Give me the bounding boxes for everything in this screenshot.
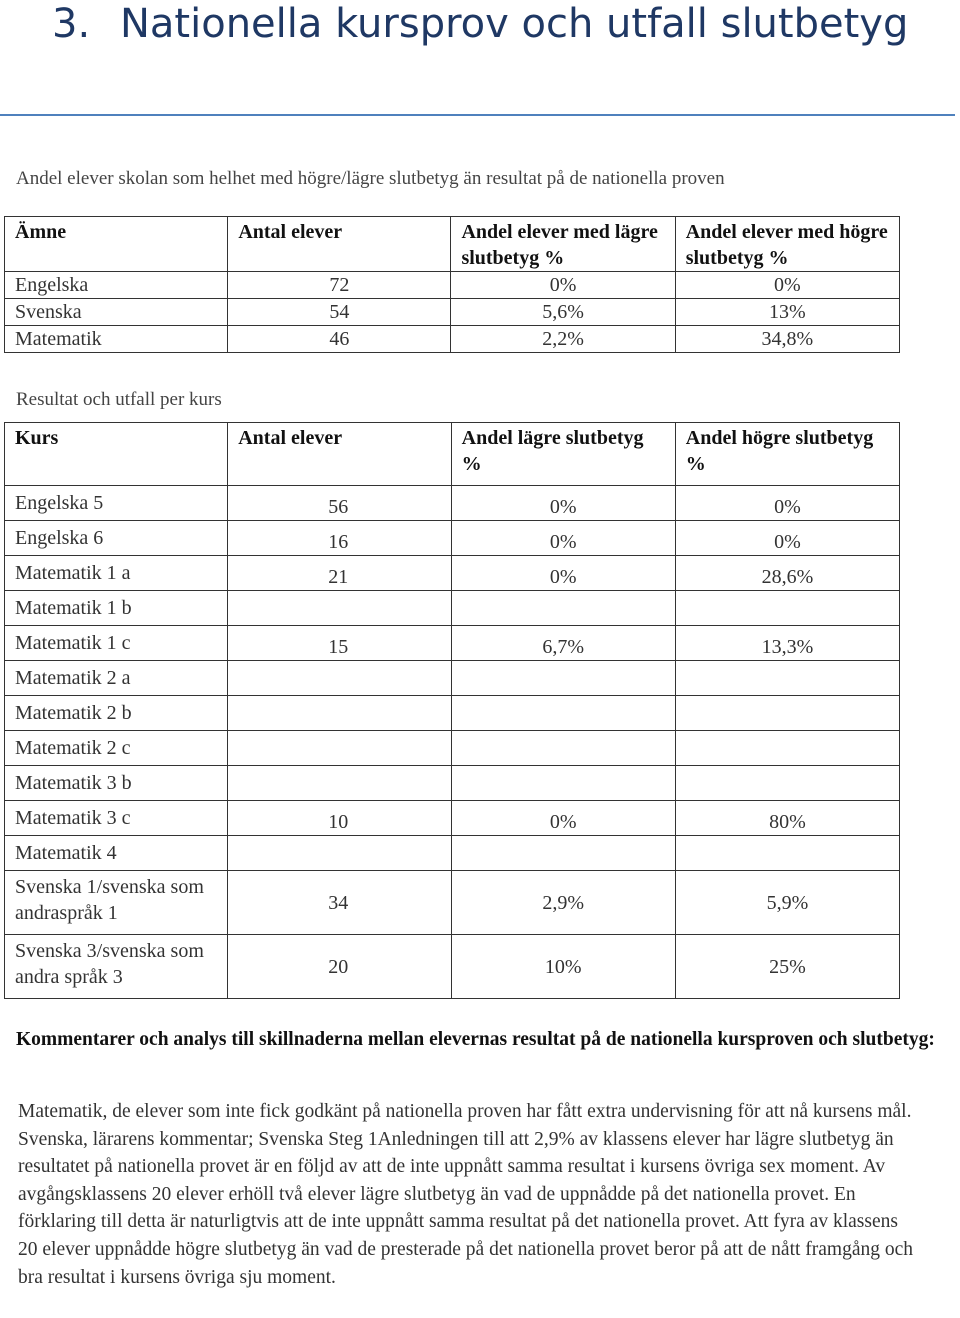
header-cell: Andel elever med högre slutbetyg % — [675, 217, 899, 272]
header-cell: Andel lägre slutbetyg % — [451, 423, 675, 486]
table-cell: 34,8% — [675, 326, 899, 353]
heading-title: Nationella kursprov och utfall slutbetyg — [120, 1, 909, 47]
table-cell: 0% — [451, 556, 675, 591]
header-cell: Kurs — [5, 423, 228, 486]
table-cell: 2,9% — [451, 871, 675, 935]
table-cell: 80% — [675, 801, 899, 836]
table-cell: 2,2% — [451, 326, 675, 353]
table-cell: 13,3% — [675, 626, 899, 661]
table-row — [5, 731, 900, 766]
table-cell — [228, 661, 451, 696]
table-cell — [451, 836, 675, 871]
table-cell — [451, 696, 675, 731]
header-cell: Andel högre slutbetyg % — [675, 423, 899, 486]
table-row — [5, 591, 900, 626]
table-cell: 0% — [675, 272, 899, 299]
table-cell: 20 — [228, 935, 451, 999]
table-cell — [228, 731, 451, 766]
table-cell — [675, 661, 899, 696]
table-row — [5, 696, 900, 731]
table-row — [5, 801, 900, 836]
table-cell: 6,7% — [451, 626, 675, 661]
table-cell: 0% — [451, 801, 675, 836]
table1-caption: Andel elever skolan som helhet med högre/lägre slutbetyg än resultat på de nationella proven — [16, 168, 725, 189]
table-row — [5, 766, 900, 801]
table-cell: 54 — [228, 299, 451, 326]
header-cell: Antal elever — [228, 423, 451, 486]
section-heading — [0, 0, 955, 116]
table-cell — [228, 766, 451, 801]
table-cell: 0% — [675, 521, 899, 556]
table-cell: Matematik 2 b — [5, 696, 228, 731]
comments-title: Kommentarer och analys till skillnaderna mellan elevernas resultat på de nationella kursproven och slutbetyg: — [16, 1029, 935, 1050]
table-cell: 15 — [228, 626, 451, 661]
header-cell: Antal elever — [228, 217, 451, 272]
table-cell: 0% — [451, 486, 675, 521]
table-cell: 0% — [675, 486, 899, 521]
table-cell: Matematik 3 c — [5, 801, 228, 836]
table-cell: Matematik 2 a — [5, 661, 228, 696]
table-cell: 0% — [451, 272, 675, 299]
table-cell: 10% — [451, 935, 675, 999]
table-cell: 5,9% — [675, 871, 899, 935]
table-cell — [675, 766, 899, 801]
table-row — [5, 836, 900, 871]
table-cell — [228, 836, 451, 871]
table-cell: Engelska 5 — [5, 486, 228, 521]
table-cell: 25% — [675, 935, 899, 999]
table-cell: 16 — [228, 521, 451, 556]
table-cell — [451, 661, 675, 696]
table-cell: 46 — [228, 326, 451, 353]
heading-number: 3. — [52, 1, 91, 47]
table-cell — [675, 731, 899, 766]
summary-table — [4, 216, 900, 353]
table-cell: Svenska 3/svenska som andra språk 3 — [5, 935, 228, 999]
table-row — [5, 871, 900, 935]
table-cell: Matematik — [5, 326, 228, 353]
table-cell: Engelska — [5, 272, 228, 299]
table-cell: 5,6% — [451, 299, 675, 326]
table-cell — [675, 696, 899, 731]
comments-body: Matematik, de elever som inte fick godkänt på nationella proven har fått extra undervisning för att nå kursens mål. Svenska, lärarens kommentar; Svenska Steg 1Anledningen till att 2,9% av klassens elever har lägre slutbetyg än resultatet på nationella provet är en följd av att de inte uppnått samma resultat i kursens övriga sex moment. Av avgångsklassens 20 elever erhöll två elever lägre slutbetyg än vad de uppnådde på det nationella provet. En förklaring till detta är naturligtvis att de inte uppnått samma resultat på det nationella provet. Att fyra av klassens 20 elever uppnådde högre slutbetyg än vad de presterade på det nationella provet beror på att de nått framgång och bra resultat i kursens övriga sju moment. — [18, 1101, 914, 1288]
table-cell — [228, 696, 451, 731]
table-cell: Engelska 6 — [5, 521, 228, 556]
table-header-row — [5, 217, 900, 272]
table-header-row — [5, 423, 900, 486]
table-cell: Matematik 1 a — [5, 556, 228, 591]
table-cell: Svenska — [5, 299, 228, 326]
table-cell: 21 — [228, 556, 451, 591]
table-cell: 28,6% — [675, 556, 899, 591]
table-cell: 0% — [451, 521, 675, 556]
table-row — [5, 521, 900, 556]
table-row — [5, 299, 900, 326]
table-cell: 72 — [228, 272, 451, 299]
table-cell: 34 — [228, 871, 451, 935]
table-cell: Matematik 1 c — [5, 626, 228, 661]
header-cell: Andel elever med lägre slutbetyg % — [451, 217, 675, 272]
table-row — [5, 935, 900, 999]
table-cell — [675, 836, 899, 871]
table-cell — [451, 591, 675, 626]
table-row — [5, 486, 900, 521]
table-row — [5, 556, 900, 591]
table-row — [5, 326, 900, 353]
table-cell: Matematik 3 b — [5, 766, 228, 801]
table-cell — [451, 766, 675, 801]
table-cell: Matematik 1 b — [5, 591, 228, 626]
table-cell: Matematik 4 — [5, 836, 228, 871]
table-cell: Matematik 2 c — [5, 731, 228, 766]
table-cell: Svenska 1/svenska som andraspråk 1 — [5, 871, 228, 935]
table-row — [5, 272, 900, 299]
table-cell — [675, 591, 899, 626]
table-cell — [451, 731, 675, 766]
table-cell: 10 — [228, 801, 451, 836]
table-cell: 56 — [228, 486, 451, 521]
course-table — [4, 422, 900, 999]
table-row — [5, 626, 900, 661]
table-row — [5, 661, 900, 696]
header-cell: Ämne — [5, 217, 228, 272]
table-cell: 13% — [675, 299, 899, 326]
table2-caption: Resultat och utfall per kurs — [16, 389, 222, 410]
table-cell — [228, 591, 451, 626]
